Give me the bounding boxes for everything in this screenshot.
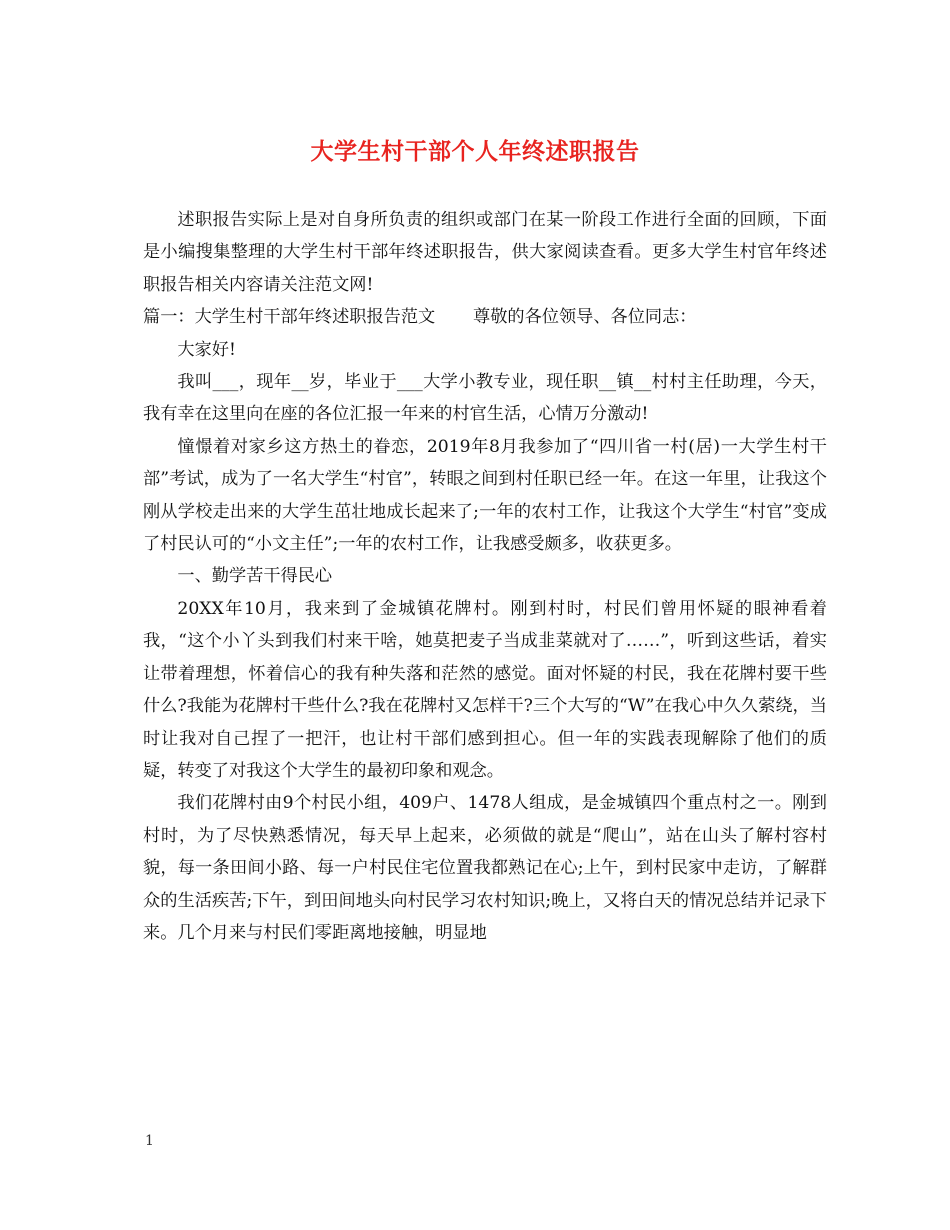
section-paragraph-1: 20XX年10月，我来到了金城镇花牌村。刚到村时，村民们曾用怀疑的眼神看着我，“这个小丫头到我们村来干啥，她莫把麦子当成韭菜就对了……”，听到这些话，着实让带着理想，怀着信心的我有种失落和茫然的感觉。面对怀疑的村民，我在花牌村要干些什么?我能为花牌村干些什么?我在花牌村又怎样干?三个大写的“W”在我心中久久萦绕，当时让我对自己捏了一把汗，也让村干部们感到担心。但一年的实践表现解除了他们的质疑，转变了对我这个大学生的最初印象和观念。	[143, 598, 827, 781]
greeting-paragraph: 大家好!	[177, 339, 236, 360]
document-title: 大学生村干部个人年终述职报告	[310, 138, 640, 165]
section-paragraph-2: 我们花牌村由9个村民小组，409户、1478人组成，是金城镇四个重点村之一。刚到村时，为了尽快熟悉情况，每天早上起来，必须做的就是“爬山”，站在山头了解村容村貌，每一条田间小路、每一户村民住宅位置我都熟记在心;上午，到村民家中走访，了解群众的生活疾苦;下午，到田间地头向村民学习农村知识;晚上，又将白天的情况总结并记录下来。几个月来与村民们零距离地接触，明显地	[143, 793, 827, 943]
page-number: 1	[145, 1133, 154, 1149]
chapter-label: 篇一：大学生村干部年终述职报告范文	[143, 307, 436, 328]
chapter-line	[143, 301, 827, 333]
section-heading: 一、勤学苦干得民心	[177, 566, 333, 587]
document-body	[143, 204, 827, 949]
intro-paragraph: 述职报告实际上是对自身所负责的组织或部门在某一阶段工作进行全面的回顾，下面是小编搜集整理的大学生村干部年终述职报告，供大家阅读查看。更多大学生村官年终述职报告相关内容请关注范文网!	[143, 210, 827, 295]
self-intro-paragraph: 我叫___，现年__岁，毕业于___大学小教专业，现任职__镇__村村主任助理，今天，我有幸在这里向在座的各位汇报一年来的村官生活，心情万分激动!	[143, 372, 827, 425]
salutation: 尊敬的各位领导、各位同志：	[473, 307, 697, 328]
background-paragraph: 憧憬着对家乡这方热土的眷恋，2019年8月我参加了“四川省一村(居)一大学生村干部”考试，成为了一名大学生“村官”，转眼之间到村任职已经一年。在这一年里，让我这个刚从学校走出来的大学生茁壮地成长起来了;一年的农村工作，让我这个大学生“村官”变成了村民认可的“小文主任”;一年的农村工作，让我感受颇多，收获更多。	[143, 436, 827, 555]
